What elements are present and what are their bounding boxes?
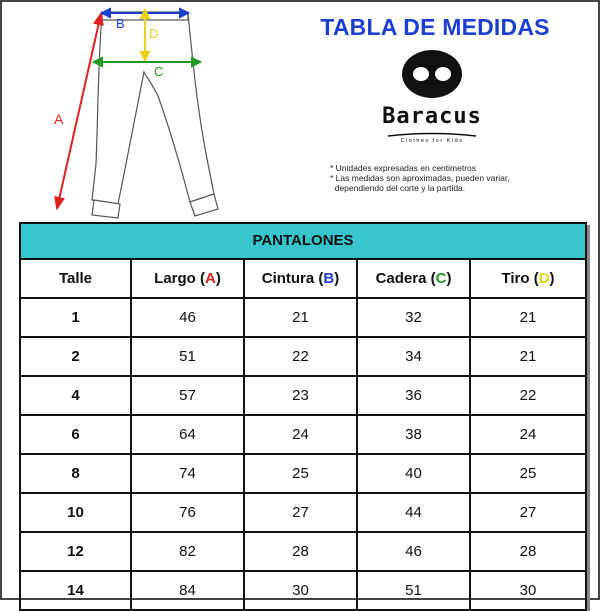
largo-cell: 74 [131, 454, 244, 493]
col-header-tiro [470, 260, 585, 298]
col-header-code: C [435, 270, 447, 287]
tiro-cell: 27 [470, 493, 585, 532]
size-cell: 8 [21, 454, 131, 493]
table-row [21, 415, 585, 454]
brand-tagline: Clothes for Kids [400, 138, 464, 144]
size-cell: 14 [21, 571, 131, 609]
largo-cell: 57 [131, 376, 244, 415]
col-header-paren: ) [549, 270, 555, 287]
col-header-paren: ( [430, 270, 436, 287]
tiro-cell: 21 [470, 298, 585, 337]
label-b: B [116, 16, 125, 31]
tiro-cell: 22 [470, 376, 585, 415]
pants-outline [92, 14, 214, 204]
cadera-cell: 36 [357, 376, 470, 415]
measurements-table [21, 260, 585, 609]
cadera-cell: 38 [357, 415, 470, 454]
cintura-cell: 22 [244, 337, 357, 376]
cadera-cell: 46 [357, 532, 470, 571]
col-header-largo [131, 260, 244, 298]
label-a: A [54, 111, 64, 127]
table-row [21, 454, 585, 493]
largo-cell: 64 [131, 415, 244, 454]
cintura-cell: 24 [244, 415, 357, 454]
col-header-label: Tiro [501, 270, 530, 287]
cintura-cell: 25 [244, 454, 357, 493]
cadera-cell: 34 [357, 337, 470, 376]
size-cell: 1 [21, 298, 131, 337]
tiro-cell: 25 [470, 454, 585, 493]
col-header-paren: ( [533, 270, 539, 287]
col-header-paren: ) [215, 270, 221, 287]
col-header-label: Cadera [375, 270, 427, 287]
tiro-cell: 21 [470, 337, 585, 376]
cintura-cell: 28 [244, 532, 357, 571]
note-line: * Las medidas son aproximadas, pueden variar, [330, 173, 510, 183]
cintura-cell: 30 [244, 571, 357, 609]
label-c: C [154, 64, 164, 79]
cintura-cell: 21 [244, 298, 357, 337]
tiro-cell: 24 [470, 415, 585, 454]
label-d: D [149, 26, 159, 41]
tiro-cell: 30 [519, 582, 537, 599]
cadera-cell: 32 [357, 298, 470, 337]
col-header-paren: ) [446, 270, 452, 287]
col-header-paren: ( [200, 270, 205, 287]
largo-cell: 76 [131, 493, 244, 532]
col-header-paren: ) [334, 270, 340, 287]
col-header-label: Largo [154, 270, 196, 287]
col-header-cintura [244, 260, 357, 298]
table-row [21, 337, 585, 376]
table-row [21, 298, 585, 337]
cintura-cell: 27 [244, 493, 357, 532]
table-row [21, 376, 585, 415]
note-line: dependiendo del corte y la partida. [330, 183, 466, 193]
size-cell: 2 [21, 337, 131, 376]
largo-cell: 84 [131, 571, 244, 609]
largo-cell: 51 [131, 337, 244, 376]
tiro-cell: 28 [470, 532, 585, 571]
table-section-title: PANTALONES [21, 224, 585, 260]
pants-diagram [40, 4, 240, 222]
size-cell: 10 [21, 493, 131, 532]
page-title: TABLA DE MEDIDAS [320, 14, 550, 40]
col-header-label: Cintura [261, 270, 315, 287]
cadera-cell: 51 [357, 571, 470, 609]
measurement-notes [330, 163, 580, 193]
col-header-code: D [538, 270, 550, 287]
col-header-code: B [323, 270, 335, 287]
size-cell: 12 [21, 532, 131, 571]
cadera-cell: 44 [357, 493, 470, 532]
col-header-label: Talle [58, 270, 93, 287]
col-header-paren: ( [318, 270, 324, 287]
table-row [21, 571, 585, 609]
col-header-talle [21, 260, 131, 298]
brand-logo-word: Baracus [382, 104, 482, 129]
table-header-row [21, 260, 585, 298]
table-row [21, 532, 585, 571]
col-header-code: A [205, 270, 216, 287]
size-cell: 4 [21, 376, 131, 415]
cintura-cell: 23 [244, 376, 357, 415]
largo-cell: 82 [131, 532, 244, 571]
cadera-cell: 40 [357, 454, 470, 493]
table-row [21, 493, 585, 532]
size-table [19, 222, 587, 611]
size-cell: 6 [21, 415, 131, 454]
largo-cell: 46 [131, 298, 244, 337]
note-line: * Unidades expresadas en centimetros [330, 163, 476, 173]
col-header-cadera [357, 260, 470, 298]
